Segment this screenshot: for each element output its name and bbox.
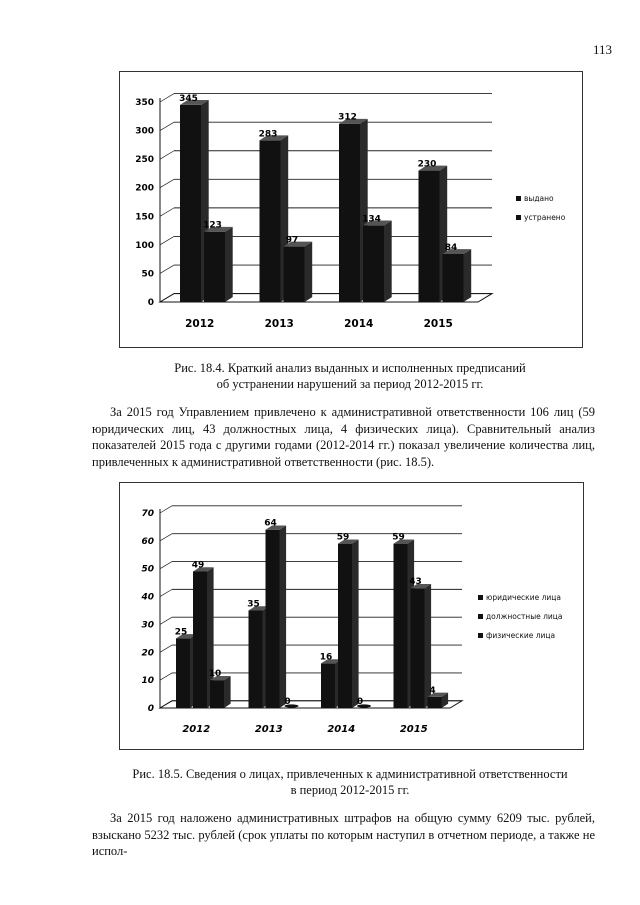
data-label: 123 [203,220,222,231]
legend-label-officials: должностные лица [486,612,563,621]
legend-label-legal-entities: юридические лица [486,593,561,602]
y-tick-label: 40 [141,592,154,603]
gridline-side [160,94,174,102]
chart-prescriptions [119,71,583,348]
legend-label-issued: выдано [524,194,554,203]
data-label: 4 [429,685,436,696]
bar-side [384,221,392,302]
y-tick-label: 70 [141,509,154,519]
legend-item-legal-entities [478,588,563,607]
x-tick-label: 2015 [423,318,453,330]
y-tick-label: 60 [141,536,154,547]
legend-swatch-legal-entities [478,595,483,600]
legend-item-officials [478,607,563,626]
gridline-side [160,179,174,187]
legend-item-issued [516,189,565,208]
bar-front [419,171,440,302]
bar-front [411,588,425,708]
bar-front [204,232,225,302]
legend-item-resolved [516,208,565,227]
page-number: 113 [593,42,613,57]
data-label: 64 [264,518,277,529]
data-label: 35 [247,599,260,610]
legend-label-individuals: физические лица [486,631,556,640]
legend-prescriptions [516,189,565,227]
x-tick-label: 2012 [182,724,211,735]
legend-swatch-issued [516,196,521,201]
x-tick-label: 2014 [344,318,374,330]
bar [284,242,313,302]
bar-front [321,663,335,708]
gridline-side [160,236,174,244]
y-tick-label: 0 [147,704,154,714]
data-label: 59 [392,532,405,543]
data-label: 283 [258,129,278,140]
data-label: 10 [208,669,222,680]
bar-side [280,526,287,708]
x-tick-label: 2014 [327,724,356,735]
bar-front [176,638,190,708]
data-label: 16 [319,652,333,663]
caption-line: Рис. 18.5. Сведения о лицах, привлеченных к административной ответственности [132,767,568,781]
legend-label-resolved: устранено [524,213,566,222]
y-tick-label: 50 [141,269,154,280]
data-label: 97 [285,235,299,246]
y-tick-label: 300 [135,126,154,137]
gridline-side [160,673,172,680]
y-tick-label: 100 [135,240,154,251]
bar-front [394,544,408,708]
legend-swatch-resolved [516,215,521,220]
y-tick-label: 10 [141,676,154,687]
gridline-side [160,122,174,130]
bar-front [249,611,263,709]
bar-front [338,544,352,708]
bar [266,526,287,708]
bar [363,221,392,302]
bar-side [352,539,359,708]
caption-line: Рис. 18.4. Краткий анализ выданных и исполненных предписаний [174,361,526,375]
body-paragraph: За 2015 год наложено административных штрафов на общую сумму 6209 тыс. рублей, взыскано 5232 тыс. рублей (срок уплаты по которым наступил в отчетном периоде, а также не испол- [92,811,595,858]
x-tick-label: 2012 [185,318,215,330]
y-tick-label: 50 [141,564,154,575]
legend-item-individuals [478,626,563,645]
caption-line: в период 2012-2015 гг. [290,783,410,797]
x-tick-label: 2013 [264,318,294,330]
figure-18-5-caption [110,766,590,798]
gridline-side [160,265,174,273]
bar-side [224,676,231,708]
y-tick-label: 30 [141,620,154,631]
bar [210,676,231,708]
bar [338,539,359,708]
body-paragraph: За 2015 год Управлением привлечено к административной ответственности 106 лиц (59 юридических лиц, 43 должностных лица, 4 физических лица). Сравнительный анализ показателей 2015 года с другими годами (2012-2014 гг.) показал увеличение количества лиц, привлеченных к административной ответственности (рис. 18.5). [92,405,595,469]
data-label: 0 [284,697,291,707]
bar-front [428,697,442,708]
bar [204,227,233,302]
bar [443,249,472,302]
x-tick-label: 2015 [399,724,428,735]
gridline-side [160,617,172,624]
legend-swatch-officials [478,614,483,619]
data-label: 312 [338,112,357,123]
y-tick-label: 350 [135,98,154,108]
bar-side [225,227,233,302]
gridline-side [160,589,172,596]
bar-side [464,249,472,302]
data-label: 345 [179,93,198,104]
data-label: 25 [174,627,188,638]
bar-side [305,242,313,302]
y-tick-label: 250 [135,155,154,166]
bar-front [363,225,384,302]
gridline-side [160,645,172,652]
y-tick-label: 20 [141,648,154,659]
data-label: 0 [356,697,364,707]
legend-swatch-individuals [478,633,483,638]
data-label: 230 [417,159,437,170]
bar-front [339,124,360,302]
y-tick-label: 0 [147,298,154,308]
bar-front [260,140,281,302]
data-label: 59 [336,532,350,543]
gridline-side [160,562,172,569]
bar-front [180,105,201,302]
x-tick-label: 2013 [254,724,283,735]
bar-front [443,254,464,302]
data-label: 49 [191,560,205,571]
gridline-side [160,506,172,513]
gridline-side [160,208,174,216]
y-tick-label: 200 [135,183,154,194]
bar [411,584,432,708]
bar-front [193,572,207,709]
figure-18-4-caption [130,360,570,392]
caption-line: об устранении нарушений за период 2012-2015 гг. [216,377,484,391]
bar-front [284,247,305,302]
data-label: 84 [444,243,458,253]
gridline-side [160,534,172,541]
legend-liable-persons [478,588,563,645]
gridline-side [160,151,174,159]
chart-prescriptions-plot [120,72,582,347]
y-tick-label: 150 [135,212,154,223]
data-label: 134 [362,214,381,225]
data-label: 43 [409,577,422,588]
bar-front [210,680,224,708]
bar-front [266,530,280,708]
